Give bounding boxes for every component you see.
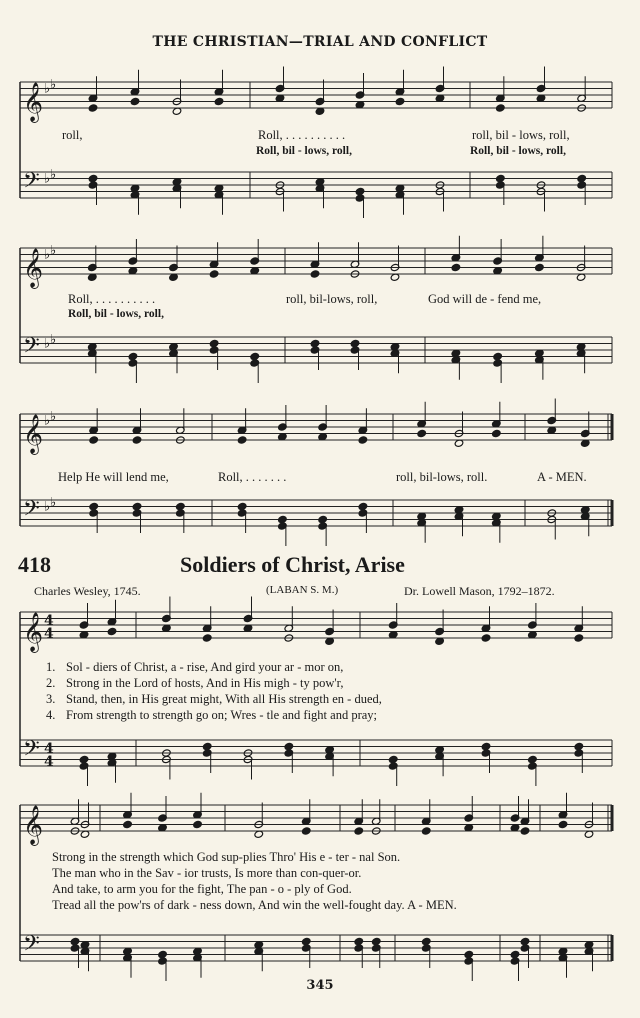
flat-icon: ♭ (44, 336, 51, 352)
hymn-author: Charles Wesley, 1745. (34, 584, 141, 598)
lyric-s1-c: roll, bil - lows, roll, (472, 128, 570, 142)
flat-icon: ♭ (44, 499, 51, 515)
note-head (130, 97, 140, 105)
flat-icon: ♭ (50, 77, 57, 93)
treble-clef-icon: 𝄞 (23, 612, 44, 652)
flat-icon: ♭ (50, 167, 57, 183)
verse-4-line2: Tread all the pow'rs of dark - ness down, And win the well-fought day. A - MEN. (52, 898, 457, 912)
note-head (301, 827, 311, 835)
treble-clef-icon: 𝄞 (23, 82, 44, 122)
note-head (496, 104, 506, 112)
note-head (89, 436, 99, 444)
page-header: THE CHRISTIAN—TRIAL AND CONFLICT (152, 34, 488, 50)
lyric-s3-amen: A - MEN. (537, 470, 587, 484)
bass-clef-icon: 𝄢 (23, 496, 40, 527)
bass-clef-icon: 𝄢 (23, 931, 40, 962)
lyric-s3-c: roll, bil-lows, roll. (396, 470, 488, 484)
note-head (237, 436, 247, 444)
hymn-title: Soldiers of Christ, Arise (180, 552, 405, 577)
verse-4-line1: From strength to strength go on; Wres - tle and fight and pray; (66, 708, 378, 722)
note-head (535, 263, 545, 271)
note-head (88, 104, 98, 112)
hymn-number: 418 (18, 552, 51, 577)
note-head (310, 270, 320, 278)
lyric-s2-c: God will de - fend me, (428, 292, 542, 306)
note-head (132, 436, 142, 444)
lyric-s1-alto-b: Roll, bil - lows, roll, (470, 145, 566, 157)
verse-3-num: 3. (46, 692, 56, 706)
time-sig-icon: 4 (44, 626, 54, 642)
note-head (107, 627, 117, 635)
verse-3-line2: And take, to arm you for the fight, The pan - o - ply of God. (52, 882, 352, 896)
note-head (481, 634, 491, 642)
note-head (358, 436, 368, 444)
verse-4-num: 4. (46, 708, 56, 722)
treble-clef-icon: 𝄞 (23, 805, 44, 845)
lyric-s1-alto-a: Roll, bil - lows, roll, (256, 145, 352, 157)
bass-clef-icon: 𝄢 (23, 168, 40, 199)
note-head (123, 820, 133, 828)
flat-icon: ♭ (44, 81, 51, 97)
page-number: 345 (306, 978, 334, 993)
note-head (574, 634, 584, 642)
verse-1-line1: Sol - diers of Christ, a - rise, And gird your ar - mor on, (66, 660, 344, 674)
lyric-s3-b: Roll, . . . . . . . (218, 470, 287, 484)
note-head (214, 97, 224, 105)
treble-clef-icon: 𝄞 (23, 414, 44, 454)
hymn-composer: Dr. Lowell Mason, 1792–1872. (404, 584, 555, 598)
verse-1-num: 1. (46, 660, 56, 674)
note-head (421, 827, 431, 835)
note-head (492, 429, 502, 437)
note-head (558, 820, 568, 828)
note-head (202, 634, 212, 642)
flat-icon: ♭ (44, 247, 51, 263)
bass-clef-icon: 𝄢 (23, 333, 40, 364)
time-sig-icon: 4 (44, 754, 54, 770)
lyric-s2-alto-a: Roll, bil - lows, roll, (68, 308, 164, 320)
flat-icon: ♭ (50, 243, 57, 259)
time-sig-icon: 4 (44, 741, 54, 757)
verse-2-line2: The man who in the Sav - ior trusts, Is more than con-quer-or. (52, 866, 362, 880)
flat-icon: ♭ (50, 495, 57, 511)
note-head (193, 820, 203, 828)
flat-icon: ♭ (44, 171, 51, 187)
hymn-tune: (LABAN S. M.) (266, 584, 339, 596)
treble-clef-icon: 𝄞 (23, 248, 44, 288)
note-head (520, 827, 530, 835)
lyric-s1-b: Roll, . . . . . . . . . . (258, 128, 346, 142)
flat-icon: ♭ (44, 413, 51, 429)
lyric-s2-b: roll, bil-lows, roll, (286, 292, 378, 306)
note-head (354, 827, 364, 835)
flat-icon: ♭ (50, 409, 57, 425)
verse-2-num: 2. (46, 676, 56, 690)
verse-2-line1: Strong in the Lord of hosts, And in His migh - ty pow'r, (66, 676, 344, 690)
lyric-s1-a: roll, (62, 128, 83, 142)
flat-icon: ♭ (50, 332, 57, 348)
bass-clef-icon: 𝄢 (23, 736, 40, 767)
lyric-s3-a: Help He will lend me, (58, 470, 169, 484)
time-sig-icon: 4 (44, 613, 54, 629)
note-head (209, 270, 219, 278)
note-head (417, 429, 427, 437)
lyric-s2-a: Roll, . . . . . . . . . . (68, 292, 156, 306)
note-head (451, 263, 461, 271)
verse-3-line1: Stand, then, in His great might, With all His strength en - dued, (66, 692, 382, 706)
verse-1-line2: Strong in the strength which God sup-plies Thro' His e - ter - nal Son. (52, 850, 401, 864)
note-head (395, 97, 405, 105)
